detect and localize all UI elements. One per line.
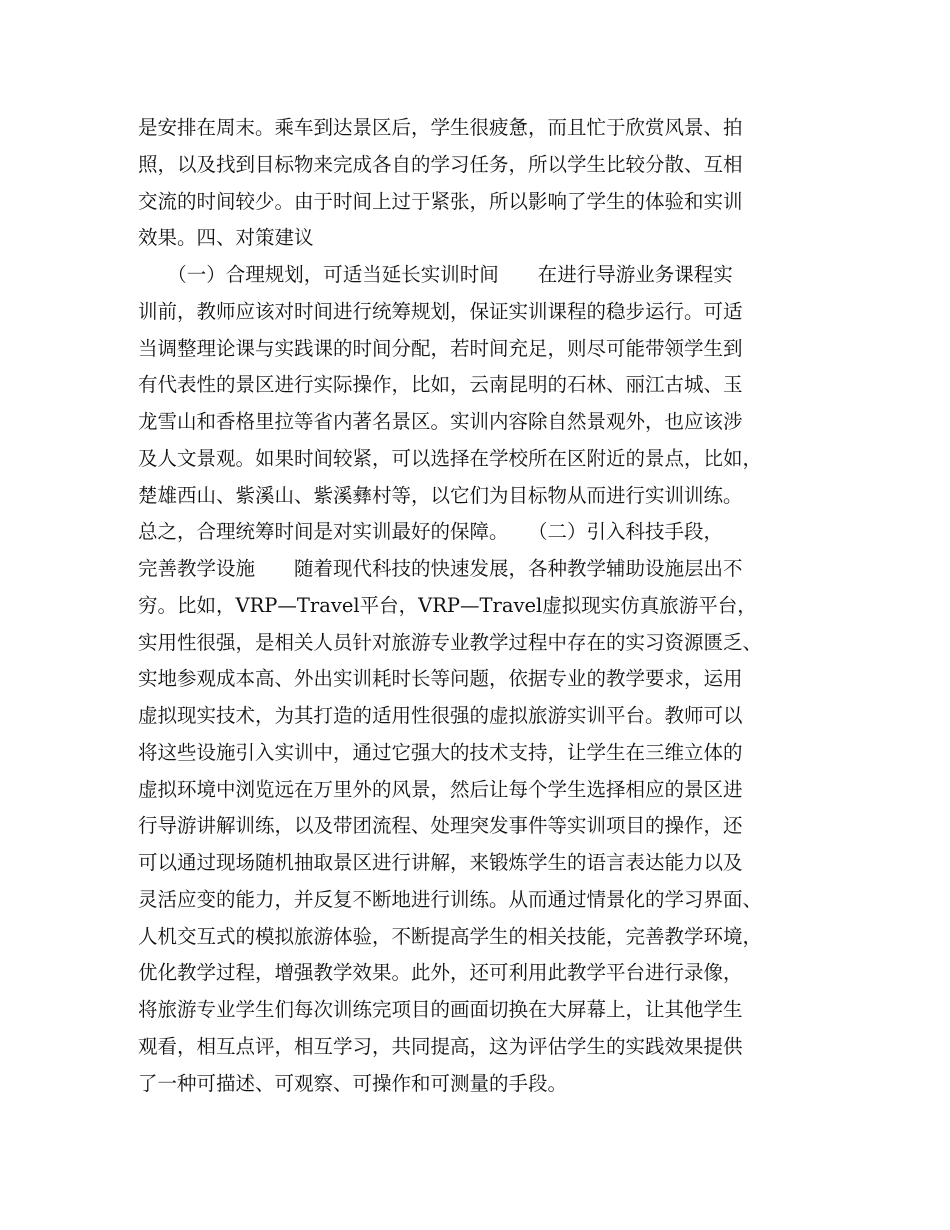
text-line: 交流的时间较少。由于时间上过于紧张，所以影响了学生的体验和实训 — [138, 189, 743, 213]
text-line: 有代表性的景区进行实际操作，比如，云南昆明的石林、丽江古城、玉 — [138, 373, 743, 397]
text-line: 效果。四、对策建议 — [138, 226, 314, 250]
text-line: 了一种可描述、可观察、可操作和可测量的手段。 — [138, 1071, 568, 1095]
text-line: 楚雄西山、紫溪山、紫溪彝村等，以它们为目标物从而进行实训训练。 — [138, 483, 743, 507]
text-line: 穷。比如，VRP—Travel平台，VRP—Travel虚拟现实仿真旅游平台， — [138, 593, 757, 617]
text-line: 完善教学设施 随着现代科技的快速发展，各种教学辅助设施层出不 — [138, 557, 743, 580]
text-line: 观看，相互点评，相互学习，共同提高，这为评估学生的实践效果提供 — [138, 1034, 743, 1058]
text-line: 训前，教师应该对时间进行统筹规划，保证实训课程的稳步运行。可适 — [138, 299, 743, 323]
text-line: 将旅游专业学生们每次训练完项目的画面切换在大屏幕上，让其他学生 — [138, 998, 743, 1021]
text-line: 当调整理论课与实践课的时间分配，若时间充足，则尽可能带领学生到 — [138, 336, 743, 360]
text-line: 行导游讲解训练，以及带团流程、处理突发事件等实训项目的操作，还 — [138, 814, 743, 838]
text-line: 人机交互式的模拟旅游体验，不断提高学生的相关技能，完善教学环境， — [138, 924, 763, 948]
text-line: 可以通过现场随机抽取景区进行讲解，来锻炼学生的语言表达能力以及 — [138, 851, 743, 874]
text-line: 优化教学过程，增强教学效果。此外，还可利用此教学平台进行录像， — [138, 961, 743, 985]
text-line: 及人文景观。如果时间较紧，可以选择在学校所在区附近的景点，比如， — [138, 446, 763, 470]
text-line: 实用性很强，是相关人员针对旅游专业教学过程中存在的实习资源匮乏、 — [138, 630, 763, 654]
text-line: 虚拟环境中浏览远在万里外的风景，然后让每个学生选择相应的景区进 — [138, 777, 743, 801]
text-line: 虚拟现实技术，为其打造的适用性很强的虚拟旅游实训平台。教师可以 — [138, 704, 743, 727]
text-line: 是安排在周末。乘车到达景区后，学生很疲惫，而且忙于欣赏风景、拍 — [138, 116, 743, 139]
text-line: 龙雪山和香格里拉等省内著名景区。实训内容除自然景观外，也应该涉 — [138, 410, 743, 433]
text-line: 灵活应变的能力，并反复不断地进行训练。从而通过情景化的学习界面、 — [138, 887, 763, 911]
text-line: 照，以及找到目标物来完成各自的学习任务，所以学生比较分散、互相 — [138, 152, 743, 176]
text-line: 总之，合理统筹时间是对实训最好的保障。 （二）引入科技手段， — [138, 520, 724, 544]
text-line: （一）合理规划，可适当延长实训时间 在进行导游业务课程实 — [138, 263, 733, 286]
text-line: 将这些设施引入实训中，通过它强大的技术支持，让学生在三维立体的 — [138, 740, 743, 764]
body-text — [138, 110, 818, 1102]
text-line: 实地参观成本高、外出实训耗时长等问题，依据专业的教学要求，运用 — [138, 667, 743, 691]
